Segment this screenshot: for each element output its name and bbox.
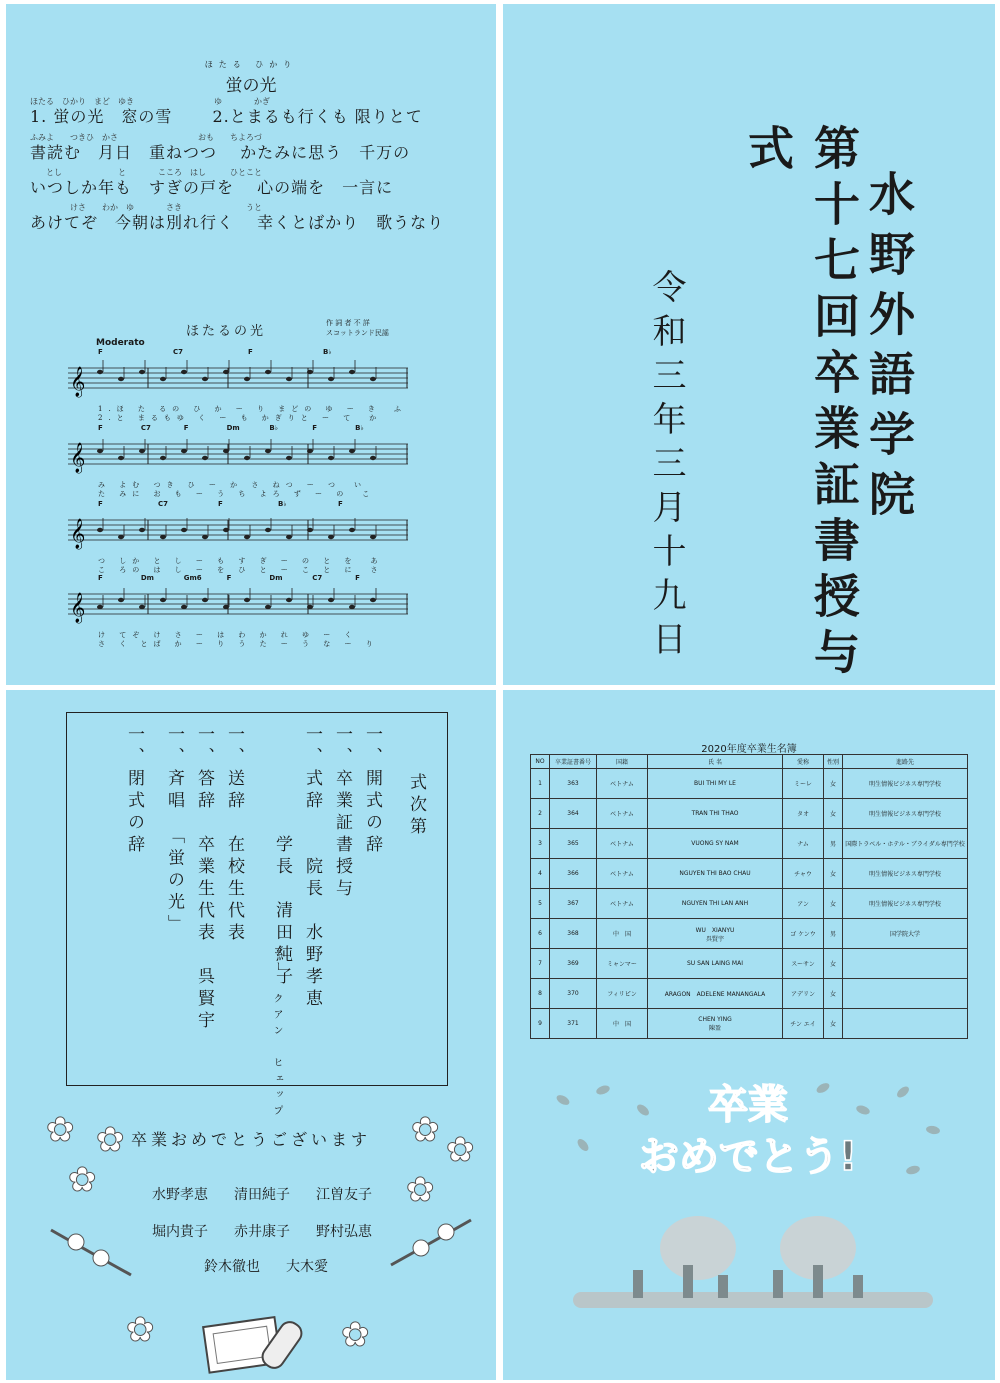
table-cell: ベトナム — [597, 829, 648, 859]
note-head — [223, 605, 229, 609]
table-cell: WU XIANYU 呉賢宇 — [648, 919, 783, 949]
cherry-blossom-icon: ✿ — [96, 1120, 125, 1160]
table-cell: TRAN THI THAO — [648, 799, 783, 829]
table-cell: NGUYEN THI LAN ANH — [648, 889, 783, 919]
note-head — [328, 598, 334, 602]
table-cell: ベトナム — [597, 889, 648, 919]
table-cell: ベトナム — [597, 799, 648, 829]
table-cell: 明生情報ビジネス専門学校 — [843, 889, 968, 919]
note-head — [328, 456, 334, 460]
column-header: 氏 名 — [648, 755, 783, 769]
chord-symbol: F — [98, 348, 103, 356]
program-box — [66, 712, 448, 1121]
music-staff — [68, 360, 408, 400]
note-head — [181, 449, 187, 453]
roster-body — [531, 769, 968, 1039]
note-head — [181, 370, 187, 374]
score-lyric-line: こ ろの は し ー を ひ と ー こ と に さ — [98, 566, 384, 574]
table-cell: 明生情報ビジネス専門学校 — [843, 769, 968, 799]
music-staff — [68, 586, 408, 626]
chord-symbol: F — [248, 348, 253, 356]
chord-symbol: B♭ — [323, 348, 332, 356]
note-head — [223, 370, 229, 374]
staff-name: 堀内貴子 — [152, 1224, 208, 1240]
note-head — [181, 605, 187, 609]
song-title-text: 蛍の光 — [225, 76, 277, 96]
score-lyric-line: け てぞ け さ ー は わ か れ ゆ ー く — [98, 631, 358, 639]
note-head — [370, 377, 376, 381]
table-cell: SU SAN LAING MAI — [648, 949, 783, 979]
table-cell: 3 — [531, 829, 550, 859]
table-cell — [843, 949, 968, 979]
program-item: 一、式辞 院長 水野孝恵 — [302, 725, 322, 1011]
cherry-blossom-icon: ✿ — [411, 1110, 440, 1150]
program-page — [6, 690, 496, 1380]
school-name: 水野外語学院 — [862, 170, 916, 530]
cherry-blossom-icon: ✿ — [341, 1315, 370, 1355]
staff-name: 赤井康子 — [234, 1224, 290, 1240]
note-head — [97, 449, 103, 453]
note-head — [286, 456, 292, 460]
staff-name: 鈴木徹也 — [204, 1259, 260, 1275]
chord-symbol: F — [98, 500, 103, 508]
blossom-branch-icon — [46, 1220, 136, 1280]
score-credit-origin: スコットランド民謡 — [326, 329, 389, 337]
cherry-blossom-icon: ✿ — [68, 1160, 97, 1200]
program-item: 一、送辞 在校生代表 — [224, 725, 244, 945]
note-head — [265, 605, 271, 609]
note-head — [160, 598, 166, 602]
table-cell: 367 — [550, 889, 597, 919]
graduation-celebration-illustration — [533, 1070, 963, 1330]
note-head — [244, 456, 250, 460]
table-cell: アデリン — [783, 979, 824, 1009]
note-head — [265, 449, 271, 453]
table-cell: チャウ — [783, 859, 824, 889]
note-head — [370, 535, 376, 539]
table-row — [531, 829, 968, 859]
note-head — [118, 598, 124, 602]
table-cell: チン エイ — [783, 1009, 824, 1039]
table-cell: 9 — [531, 1009, 550, 1039]
treble-clef-icon: 𝄞 — [70, 443, 86, 473]
table-cell: 女 — [824, 1009, 843, 1039]
note-head — [223, 528, 229, 532]
note-head — [286, 535, 292, 539]
column-header: 卒業証書番号 — [550, 755, 597, 769]
art-text-line-2: おめでとう! — [638, 1134, 858, 1180]
table-row — [531, 769, 968, 799]
table-cell: 7 — [531, 949, 550, 979]
lyric-line: あけてぞ 今朝は別れ行く 幸くとばかり 歌うなり — [30, 213, 445, 232]
lyric-line: 1. 蛍の光 窓の雪 2.とまるも行くも 限りとて — [30, 107, 423, 126]
program-item: 一、開式の辞 — [362, 725, 382, 857]
table-cell: 370 — [550, 979, 597, 1009]
table-cell: ミャンマー — [597, 949, 648, 979]
program-item: 一、閉式の辞 — [124, 725, 144, 857]
note-head — [307, 370, 313, 374]
note-head — [202, 535, 208, 539]
column-header: NO — [531, 755, 550, 769]
song-title — [6, 59, 496, 96]
note-head — [202, 456, 208, 460]
score-lyric-line: さ く とば か ー り う た ー う な ー り — [98, 640, 379, 648]
note-head — [118, 377, 124, 381]
program-item: 学長 清田純子 — [272, 725, 292, 989]
table-row — [531, 859, 968, 889]
table-cell: アン — [783, 889, 824, 919]
chord-symbol: Dm — [226, 424, 240, 432]
lyric-line: 書読む 月日 重ねつつ かたみに思う 千万の — [30, 143, 411, 162]
note-head — [244, 535, 250, 539]
staff-name: 清田純子 — [234, 1187, 290, 1203]
note-head — [97, 605, 103, 609]
chord-symbol: F — [98, 574, 103, 582]
table-cell: 女 — [824, 979, 843, 1009]
table-cell: 明生情報ビジネス専門学校 — [843, 859, 968, 889]
column-header: 進路先 — [843, 755, 968, 769]
note-head — [118, 535, 124, 539]
note-head — [286, 377, 292, 381]
staff-name: 大木愛 — [286, 1259, 328, 1275]
note-head — [328, 535, 334, 539]
table-cell: 中 国 — [597, 1009, 648, 1039]
table-header-row — [531, 755, 968, 769]
chord-symbol: F — [312, 424, 318, 432]
table-cell: 363 — [550, 769, 597, 799]
blossom-branch-icon — [386, 1210, 476, 1270]
roster-page — [503, 690, 995, 1380]
table-cell: 女 — [824, 769, 843, 799]
table-cell: 女 — [824, 889, 843, 919]
program-item: 一、斉唱 「蛍の光」 — [164, 725, 184, 937]
chord-symbol: F — [218, 500, 223, 508]
lyric-furigana: とし と こころ はし ひとこと — [30, 168, 262, 177]
note-head — [286, 598, 292, 602]
note-head — [139, 449, 145, 453]
note-head — [244, 598, 250, 602]
lyric-line: いつしか年も すぎの戸を 心の端を 一言に — [30, 178, 394, 197]
score-credit — [326, 318, 389, 338]
table-cell: VUONG SY NAM — [648, 829, 783, 859]
note-head — [97, 370, 103, 374]
note-head — [139, 370, 145, 374]
table-cell: 369 — [550, 949, 597, 979]
ceremony-date: 令和三年三月十九日 — [646, 269, 686, 665]
table-cell: 国際トラベル・ホテル・ブライダル専門学校 — [843, 829, 968, 859]
note-head — [223, 449, 229, 453]
table-cell: フィリピン — [597, 979, 648, 1009]
program-item: 一、答辞 卒業生代表 呉賢宇 — [194, 725, 214, 1033]
score-title: ほたるの光 — [186, 324, 267, 339]
table-cell: タオ — [783, 799, 824, 829]
table-cell: ARAGON ADELENE MANANGALA — [648, 979, 783, 1009]
table-cell: 371 — [550, 1009, 597, 1039]
table-cell: ミーレ — [783, 769, 824, 799]
song-page — [6, 4, 496, 685]
cherry-blossom-icon: ✿ — [446, 1130, 475, 1170]
staff-name: 野村弘恵 — [316, 1224, 372, 1240]
program-item: 一、卒業証書授与 — [332, 725, 352, 901]
table-cell — [843, 1009, 968, 1039]
table-row — [531, 799, 968, 829]
table-cell: 女 — [824, 799, 843, 829]
note-head — [139, 605, 145, 609]
song-title-ruby: ほたる ひかり — [204, 60, 298, 69]
note-head — [307, 528, 313, 532]
chord-symbol: F — [355, 574, 360, 582]
chord-symbol: F — [338, 500, 343, 508]
cherry-blossom-icon: ✿ — [406, 1170, 435, 1210]
chord-symbol: F — [183, 424, 189, 432]
treble-clef-icon: 𝄞 — [70, 367, 86, 397]
chord-symbol: C7 — [312, 574, 323, 582]
roster-title: 2020年度卒業生名簿 — [701, 744, 797, 755]
note-head — [160, 377, 166, 381]
ceremony-title: 第十七回卒業証書授与式 — [741, 124, 861, 684]
score-credit-lyricist: 作 詞 者 不 詳 — [326, 319, 370, 327]
table-cell: 2 — [531, 799, 550, 829]
note-head — [160, 456, 166, 460]
note-head — [328, 377, 334, 381]
chord-symbol: F — [98, 424, 103, 432]
table-cell: 中 国 — [597, 919, 648, 949]
table-cell: CHEN YING 陳盈 — [648, 1009, 783, 1039]
table-cell: 366 — [550, 859, 597, 889]
table-cell: 女 — [824, 859, 843, 889]
music-staff — [68, 436, 408, 476]
table-cell: 364 — [550, 799, 597, 829]
chord-symbol: B♭ — [269, 424, 279, 432]
table-cell: 5 — [531, 889, 550, 919]
note-head — [244, 377, 250, 381]
table-cell: BUI THI MY LE — [648, 769, 783, 799]
tree-icon — [660, 1216, 736, 1280]
table-row — [531, 919, 968, 949]
table-cell: 明生情報ビジネス専門学校 — [843, 799, 968, 829]
note-head — [349, 605, 355, 609]
chord-symbol: C7 — [158, 500, 169, 508]
table-cell: 1 — [531, 769, 550, 799]
diploma-scroll-icon — [201, 1312, 321, 1374]
note-head — [265, 370, 271, 374]
table-cell: 4 — [531, 859, 550, 889]
chord-symbol: Dm — [269, 574, 283, 582]
treble-clef-icon: 𝄞 — [70, 519, 86, 549]
chord-symbol: B♭ — [355, 424, 364, 432]
note-head — [97, 528, 103, 532]
table-cell: 男 — [824, 919, 843, 949]
table-cell: 国学院大学 — [843, 919, 968, 949]
chord-symbol: Dm — [140, 574, 154, 582]
note-head — [202, 377, 208, 381]
note-head — [160, 535, 166, 539]
staff-name: 水野孝恵 — [152, 1187, 208, 1203]
table-cell: 365 — [550, 829, 597, 859]
table-cell: ベトナム — [597, 769, 648, 799]
cover-page — [503, 4, 995, 685]
note-head — [202, 598, 208, 602]
note-head — [265, 528, 271, 532]
table-cell: 368 — [550, 919, 597, 949]
table-row — [531, 889, 968, 919]
note-head — [370, 456, 376, 460]
chord-symbol: C7 — [173, 348, 184, 356]
column-header: 国籍 — [597, 755, 648, 769]
note-head — [181, 528, 187, 532]
note-head — [349, 449, 355, 453]
table-row — [531, 979, 968, 1009]
tempo-marking: Moderato — [96, 338, 145, 348]
table-cell: NGUYEN THI BAO CHAU — [648, 859, 783, 889]
cherry-blossom-icon: ✿ — [126, 1310, 155, 1350]
table-cell: ベトナム — [597, 859, 648, 889]
note-head — [349, 370, 355, 374]
score-lyric-line: た みに お も ー う ち よろ ず ー の こ — [98, 490, 376, 498]
note-head — [307, 605, 313, 609]
cherry-blossom-icon: ✿ — [46, 1110, 75, 1150]
table-cell: 女 — [824, 949, 843, 979]
congratulations-heading: 卒業おめでとうございます — [130, 1130, 371, 1149]
chord-symbol: F — [226, 574, 232, 582]
table-cell: 6 — [531, 919, 550, 949]
chord-symbol: B♭ — [278, 500, 287, 508]
lyric-furigana: ふみよ つきひ かさ おも ちよろづ — [30, 133, 262, 142]
score-lyric-line: つ しか と し ー も す ぎ ー の と を あ — [98, 557, 384, 565]
art-text-line-1: 卒業 — [708, 1082, 788, 1128]
chord-symbol: Gm6 — [183, 574, 202, 582]
lyric-furigana: けさ わか ゆ さき うと — [30, 203, 262, 212]
column-header: 愛称 — [783, 755, 824, 769]
music-staff — [68, 512, 408, 552]
column-header: 性別 — [824, 755, 843, 769]
ground-strip — [573, 1292, 933, 1308]
table-cell — [843, 979, 968, 1009]
score-lyric-line: 1.ほ た るの ひ か ー り まどの ゆ ー き ふ — [98, 405, 407, 413]
note-head — [307, 449, 313, 453]
table-row — [531, 949, 968, 979]
note-head — [139, 528, 145, 532]
program-reading: ゴー クアン ヒェップ — [271, 945, 282, 1121]
table-cell: 8 — [531, 979, 550, 1009]
treble-clef-icon: 𝄞 — [70, 593, 86, 623]
note-head — [370, 598, 376, 602]
score-lyric-line: 2.と まるもゆ く ー も かぎりと ー て か — [98, 414, 383, 422]
table-cell: スーサン — [783, 949, 824, 979]
table-cell: ゴ ケンウ — [783, 919, 824, 949]
table-row — [531, 1009, 968, 1039]
graduate-roster-table — [530, 754, 968, 1039]
table-cell: ナム — [783, 829, 824, 859]
note-head — [118, 456, 124, 460]
note-head — [349, 528, 355, 532]
chord-symbol: C7 — [140, 424, 151, 432]
lyric-furigana: ほたる ひかり まど ゆき ゆ かぎ — [30, 97, 270, 106]
score-lyric-line: み よむ つき ひ ー か さ ねつ ー つ い — [98, 481, 368, 489]
program-heading: 式次第 — [406, 773, 426, 839]
table-cell: 男 — [824, 829, 843, 859]
staff-name: 江曽友子 — [316, 1187, 372, 1203]
